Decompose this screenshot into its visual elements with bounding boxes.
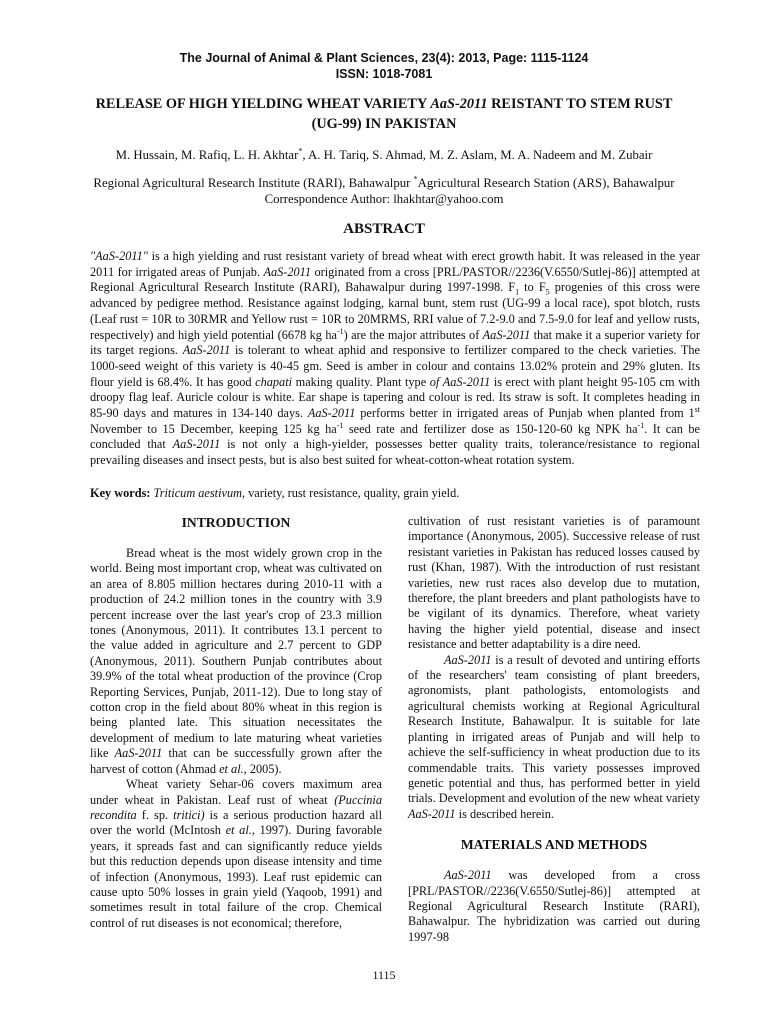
journal-citation: The Journal of Animal & Plant Sciences, 23(4): 2013, Page: 1115-1124 (179, 51, 589, 65)
methods-heading: MATERIALS AND METHODS (460, 837, 648, 853)
keywords: Key words: Triticum aestivum, variety, rust resistance, quality, grain yield. (90, 486, 460, 500)
correspondence: Correspondence Author: lhakhtar@yahoo.com (264, 192, 504, 206)
introduction-heading: INTRODUCTION (181, 515, 291, 530)
intro-paragraph-3: cultivation of rust resistant varieties is of paramount importance (Anonymous, 2005). Successive release of rust resistant varieties in Pakistan has reduced losses caused by rust (Khan, 1987). With the introduction of rust resistant varieties, new rust races also develop due to mutation, therefore, the plant breeders and plant pathologists have to be vigilant of its dynamics. Therefore, wheat variety having the higher yield potential, disease and insect resistance and better adaptability is a dire need. (408, 514, 700, 652)
journal-issn: ISSN: 1018-7081 (335, 67, 433, 81)
right-column (408, 514, 700, 945)
author-list: M. Hussain, M. Rafiq, L. H. Akhtar*, A. H. Tariq, S. Ahmad, M. Z. Aslam, M. A. Nadeem and M. Zubair (115, 146, 653, 162)
affiliation: Regional Agricultural Research Institute (RARI), Bahawalpur *Agricultural Research Station (ARS), Bahawalpur (93, 174, 675, 190)
abstract-heading: ABSTRACT (343, 221, 425, 237)
abstract-text: "AaS-2011" is a high yielding and rust resistant variety of bread wheat with erect growth habit. It was released in the year 2011 for irrigated areas of Punjab. AaS-2011 originated from a cross [PRL/PASTOR//2236(V.6550/Sutlej-86)] attempted at Regional Agricultural Research Institute (RARI), Bahawalpur during 1997-1998. $F_1$ to $F_5$ progenies of this cross were advanced by pedigree method. Resistance against lodging, karnal bunt, stem rust (UG-99 a local race), spot blotch, rusts (Leaf rust = 10R to 30RMR and Yellow rust = 10R to 20MRMS, RRI value of 7.2-9.0 and 7.5-9.0 for leaf and yellow rusts, respectively) and high yield potential (6678 kg $ha^{-1}$) are the major attributes of AaS-2011 that make it a superior variety for its target regions. AaS-2011 is tolerant to wheat aphid and responsive to fertilizer compared to the check varieties. The 1000-seed weight of this variety is 40-45 gm. Seed is amber in colour and contains 13.02% protein and 29% gluten. Its flour yield is 68.4%. It has good chapati making quality. Plant type of AaS-2011 is erect with plant height 95-105 cm with droopy flag leaf. Auricle colour is white. Ear shape is tapering and colour is red. Its straw is soft. It completes heading in 85-90 days and matures in 134-140 days. AaS-2011 performs better in irrigated areas of Punjab when planted from 1st November to 15 December, keeping 125 kg $ha^{-1}$ seed rate and fertilizer dose as 150-120-60 kg NPK $ha^{-1}$. It can be concluded that AaS-2011 is not only a high-yielder, possesses better quality traits, tolerance/resistance to regional prevailing diseases and insect pests, but is also best suited for wheat-cotton-wheat rotation system. (90, 249, 701, 468)
left-column (90, 514, 382, 931)
intro-paragraph-4: AaS-2011 is a result of devoted and untiring efforts of the researchers' team consisting of plant breeders, agronomists, plant pathologists, entomologists and agricultural chemists working at Regional Agricultural Research Institute, Bahawalpur. It is suitable for late planting in irrigated areas of Punjab and will help to achieve the self-sufficiency in wheat production due to its commendable traits. This variety possesses improved genetic potential and thus, has performed better in yield trials. Development and evolution of the new wheat variety AaS-2011 is described herein. (408, 652, 700, 821)
methods-paragraph-1: AaS-2011 was developed from a cross [PRL/PASTOR//2236(V.6550/Sutlej-86)] attempted at Regional Agricultural Research Institute (RARI), Bahawalpur. The hybridization was carried out during 1997-98 (408, 868, 700, 944)
page-number: 1115 (372, 968, 396, 982)
article-title: RELEASE OF HIGH YIELDING WHEAT VARIETY AaS-2011 REISTANT TO STEM RUST (UG-99) IN PAKISTAN (95, 96, 673, 132)
intro-paragraph-1: Bread wheat is the most widely grown crop in the world. Being most important crop, wheat was cultivated on an area of 8.805 million hectares during 2010-11 with a production of 24.2 million tones in the country with 3.9 percent increase over the last year's crop of 23.3 million tones (Anonymous, 2011). It contributes 13.1 percent to the value added in agriculture and 2.7 percent to GDP (Anonymous, 2011). Southern Punjab contributes about 39.9% of the total wheat production of the province (Crop Reporting Services, Punjab, 2011-12). Due to long stay of cotton crop in the field about 80% wheat in this region is being planted late. This situation necessitates the development of medium to late maturing wheat varieties like AaS-2011 that can be successfully grown after the harvest of cotton (Ahmad et al., 2005). (90, 546, 383, 776)
intro-paragraph-2: Wheat variety Sehar-06 covers maximum area under wheat in Pakistan. Leaf rust of wheat (Puccinia recondita f. sp. tritici) is a serious production hazard all over the world (McIntosh et al., 1997). During favorable years, it spreads fast and can significantly reduce yields but this reduction depends upon disease intensity and time of infection (Anonymous, 1993). Leaf rust epidemic can cause upto 50% losses in grain yield (Yaqoob, 1991) and sometimes result in total failure of the crop. Chemical control of rut diseases is not economical; therefore, (90, 777, 383, 930)
